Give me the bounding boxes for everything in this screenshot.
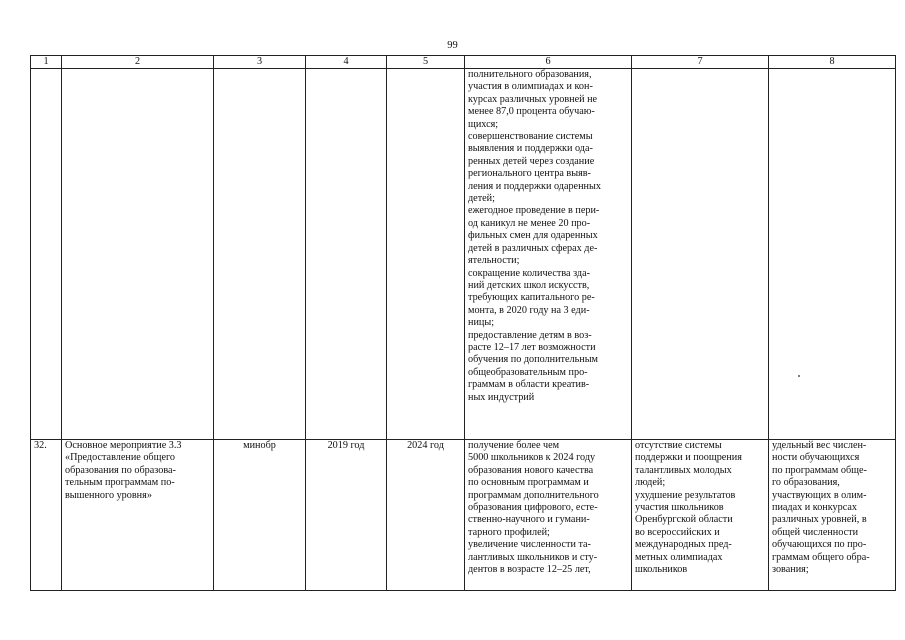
table-row-32 <box>31 440 896 591</box>
text-line: граммам в области креатив- <box>468 379 590 391</box>
text-line: од каникул не менее 20 про- <box>468 217 591 229</box>
text-lines <box>772 440 892 576</box>
text-line: выявления и поддержки ода- <box>468 143 593 155</box>
cell-expected-results-continued <box>465 69 632 440</box>
text-line: образования по образова- <box>65 464 176 476</box>
text-line: детей в различных сферах де- <box>468 242 598 254</box>
text-line: тарного профилей; <box>468 526 550 538</box>
text-line: общей численности <box>772 526 859 538</box>
text-line: программам дополнительного <box>468 489 599 501</box>
header-col-8: 8 <box>769 56 896 69</box>
cell-empty <box>632 69 769 440</box>
text-line: ний детских школ искусств, <box>468 279 590 291</box>
text-line: го образования, <box>772 477 840 489</box>
text-line: лантливых школьников и сту- <box>468 551 598 563</box>
text-lines <box>635 440 765 576</box>
header-col-7: 7 <box>632 56 769 69</box>
cell-start-year: 2019 год <box>306 440 387 591</box>
text-line: «Предоставление общего <box>65 452 175 464</box>
text-line: получение более чем <box>468 440 560 451</box>
text-line: расте 12–17 лет возможности <box>468 341 596 353</box>
text-line: участия в олимпиадах и кон- <box>468 81 593 93</box>
text-line: дентов в возрасте 12–25 лет, <box>468 564 591 576</box>
cell-executor: минобр <box>214 440 306 591</box>
text-line: полнительного образования, <box>468 69 592 80</box>
text-line: 5000 школьников к 2024 году <box>468 452 596 464</box>
cell-empty <box>769 69 896 440</box>
page-number: 99 <box>447 40 458 51</box>
cell-empty <box>306 69 387 440</box>
text-line: по основным программам и <box>468 477 589 489</box>
text-lines <box>65 440 210 502</box>
cell-measure-name <box>62 440 214 591</box>
text-line: ных индустрий <box>468 391 535 403</box>
text-line: различных уровней, в <box>772 514 867 526</box>
text-line: вышенного уровня» <box>65 489 152 501</box>
header-col-6: 6 <box>465 56 632 69</box>
cell-empty <box>31 69 62 440</box>
text-line: ренных детей через создание <box>468 155 595 167</box>
text-line: ственно-научного и гумани- <box>468 514 590 526</box>
text-line: талантливых молодых <box>635 464 732 476</box>
text-line: совершенствование системы <box>468 131 593 143</box>
text-line: Основное мероприятие 3.3 <box>65 440 182 451</box>
text-line: международных пред- <box>635 539 732 551</box>
text-line: предоставление детям в воз- <box>468 329 592 341</box>
text-line: метных олимпиадах <box>635 551 723 563</box>
text-line: ницы; <box>468 317 495 329</box>
text-line: курсах различных уровней не <box>468 93 598 105</box>
cell-end-year: 2024 год <box>387 440 465 591</box>
text-line: пиадах и конкурсах <box>772 502 858 514</box>
text-line: зования; <box>772 564 809 576</box>
text-line: сокращение количества зда- <box>468 267 591 279</box>
header-col-3: 3 <box>214 56 306 69</box>
cell-consequences <box>632 440 769 591</box>
text-line: фильных смен для одаренных <box>468 230 598 242</box>
text-line: общеобразовательным про- <box>468 366 588 378</box>
text-line: обучающихся по про- <box>772 539 867 551</box>
text-line: граммам общего обра- <box>772 551 870 563</box>
text-line: тельным программам по- <box>65 477 175 489</box>
text-line: щихся; <box>468 118 499 130</box>
header-col-1: 1 <box>31 56 62 69</box>
header-row <box>31 56 896 69</box>
text-line: ности обучающихся <box>772 452 860 464</box>
scan-speck <box>798 375 800 377</box>
text-line: обучения по дополнительным <box>468 354 598 366</box>
text-line: поддержки и поощрения <box>635 452 742 464</box>
text-line: Оренбургской области <box>635 514 733 526</box>
text-line: школьников <box>635 564 688 576</box>
text-line: участия школьников <box>635 502 724 514</box>
header-col-4: 4 <box>306 56 387 69</box>
text-line: требующих капитального ре- <box>468 292 595 304</box>
text-line: во всероссийских и <box>635 526 720 538</box>
text-line: регионального центра выяв- <box>468 168 591 180</box>
table-row-continuation <box>31 69 896 440</box>
cell-indicators <box>769 440 896 591</box>
row-number: 32. <box>31 440 62 591</box>
text-line: образования цифрового, есте- <box>468 502 598 514</box>
text-lines <box>468 69 628 404</box>
text-line: по программам обще- <box>772 464 867 476</box>
text-line: людей; <box>635 477 666 489</box>
cell-empty <box>387 69 465 440</box>
text-line: участвующих в олим- <box>772 489 867 501</box>
program-table <box>30 55 896 591</box>
text-line: монта, в 2020 году на 3 еди- <box>468 304 590 316</box>
cell-empty <box>214 69 306 440</box>
text-lines <box>468 440 628 576</box>
header-col-2: 2 <box>62 56 214 69</box>
header-col-5: 5 <box>387 56 465 69</box>
text-line: детей; <box>468 193 495 205</box>
cell-empty <box>62 69 214 440</box>
text-line: ления и поддержки одаренных <box>468 180 601 192</box>
text-line: ятельности; <box>468 255 520 267</box>
cell-expected-results <box>465 440 632 591</box>
text-line: менее 87,0 процента обучаю- <box>468 106 595 118</box>
text-line: ухудшение результатов <box>635 489 736 501</box>
text-line: отсутствие системы <box>635 440 722 451</box>
text-line: ежегодное проведение в пери- <box>468 205 600 217</box>
text-line: образования нового качества <box>468 464 594 476</box>
text-line: удельный вес числен- <box>772 440 867 451</box>
text-line: увеличение численности та- <box>468 539 591 551</box>
